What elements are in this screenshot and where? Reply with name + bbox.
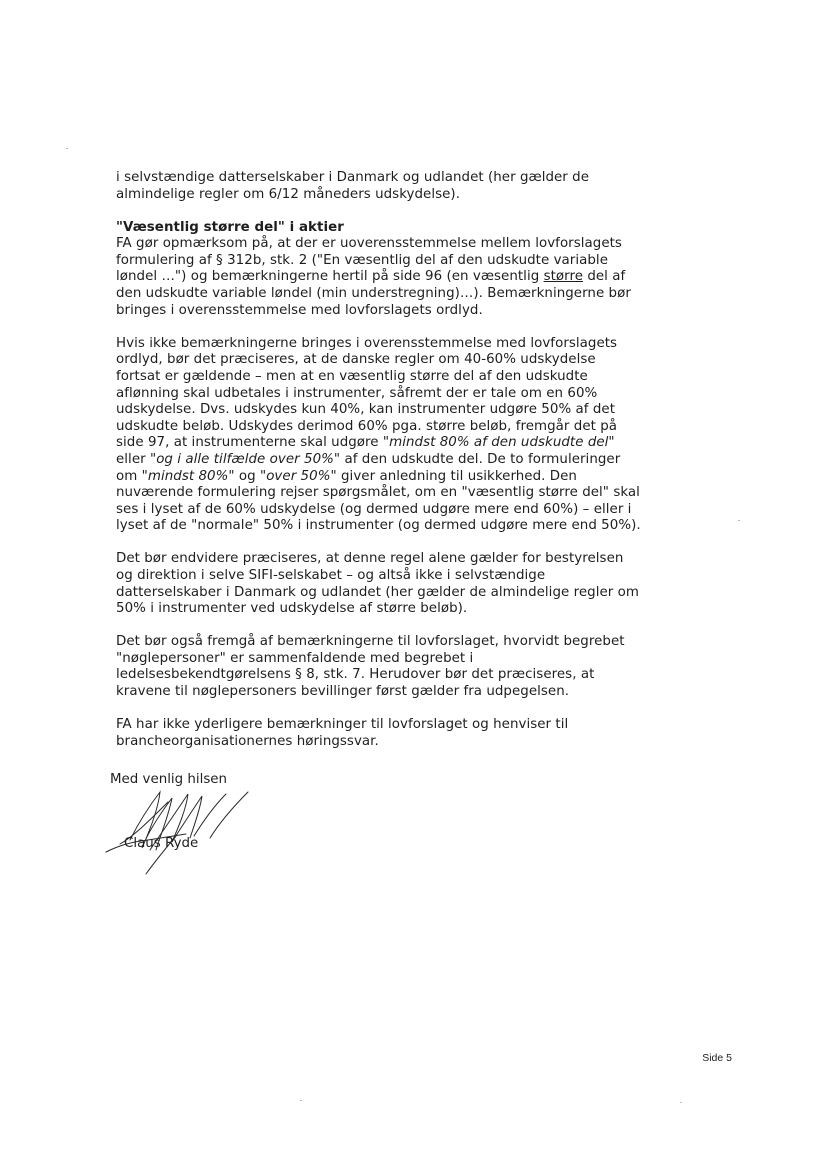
- paragraph-text: giver anledning til usikkerhed. Den nuværende formulering rejser spørgsmålet, om en "væsentlig større del" skal ses i lyset af de 60% udskydelse (og dermed udgøre mere end 60%) – eller i lyset af de "normale" 50% i instrumenter (og dermed udgøre mere end 50%).: [116, 468, 641, 534]
- paragraph-afslutning: FA har ikke yderligere bemærkninger til lovforslaget og henviser til brancheorganisationernes høringssvar.: [116, 717, 569, 749]
- page-number: Side 5: [702, 1052, 732, 1064]
- section-heading: "Væsentlig større del" i aktier: [116, 219, 344, 235]
- quoted-text: "over 50%": [259, 468, 337, 484]
- signatory-name: Claus Ryde: [124, 836, 199, 851]
- paragraph-text: eller: [116, 451, 150, 467]
- paragraph-text: FA gør opmærksom på, at der er uoverensstemmelse mellem lovforslagets formulering af § 312b, stk. 2 ("En væsentlig del af den udskudte variable løndel …") og bemærkningerne hertil på side 96 (en væsentlig: [116, 236, 622, 285]
- scan-speck: [738, 520, 740, 521]
- scan-speck: [680, 1102, 682, 1103]
- handwritten-signature-icon: [90, 780, 270, 880]
- paragraph-text: og: [234, 468, 260, 484]
- paragraph-intro: i selvstændige datterselskaber i Danmark og udlandet (her gælder de almindelige regler om 6/12 måneders udskydelse).: [116, 170, 590, 202]
- paragraph-text: Hvis ikke bemærkningerne bringes i overensstemmelse med lovforslagets ordlyd, bør det præciseres, at de danske regler om 40-60% udskydelse fortsat er gældende – men at en væsentlig større del af den udskudte aflønning skal udbetales i instrumenter, såfremt der er tale om en 60% udskydelse. Dvs. udskydes kun 40%, kan instrumenter udgøre 50% af det udskudte beløb. Udskydes derimod 60% pga. større beløb, fremgår det på side 97, at instrumenterne skal udgøre: [116, 335, 618, 451]
- quoted-text: "mindst 80%": [141, 468, 235, 484]
- underlined-word: større: [543, 269, 584, 285]
- scan-speck: [66, 148, 68, 149]
- paragraph-text: del af den udskudte variable løndel (min understregning)…). Bemærkningerne bør bringes i overensstemmelse med lovforslagets ordlyd.: [116, 269, 631, 318]
- paragraph-sifi: Det bør endvidere præciseres, at denne regel alene gælder for bestyrelsen og direktion i selve SIFI-selskabet – og altså ikke i selvstændige datterselskaber i Danmark og udlandet (her gælder de almindelige regler om 50% i instrumenter ved udskydelse af større beløb).: [116, 551, 639, 617]
- closing-greeting: Med venlig hilsen: [110, 772, 228, 787]
- quoted-text: "og i alle tilfælde over 50%": [149, 451, 341, 467]
- paragraph-text: af den udskudte del. De to formuleringer om: [116, 451, 621, 484]
- paragraph-udskydelse: [116, 336, 644, 535]
- scan-speck: [300, 1100, 302, 1101]
- paragraph-noeglepersoner: Det bør også fremgå af bemærkningerne til lovforslaget, hvorvidt begrebet "nøglepersoner" er sammenfaldende med begrebet i ledelsesbekendtgørelsens § 8, stk. 7. Herudover bør det præciseres, at kravene til nøglepersoners bevillinger først gælder fra udpegelsen.: [116, 634, 625, 700]
- quoted-text: "mindst 80% af den udskudte del": [382, 435, 615, 451]
- letter-body: [116, 170, 644, 767]
- paragraph-vaesentlig: [116, 220, 644, 320]
